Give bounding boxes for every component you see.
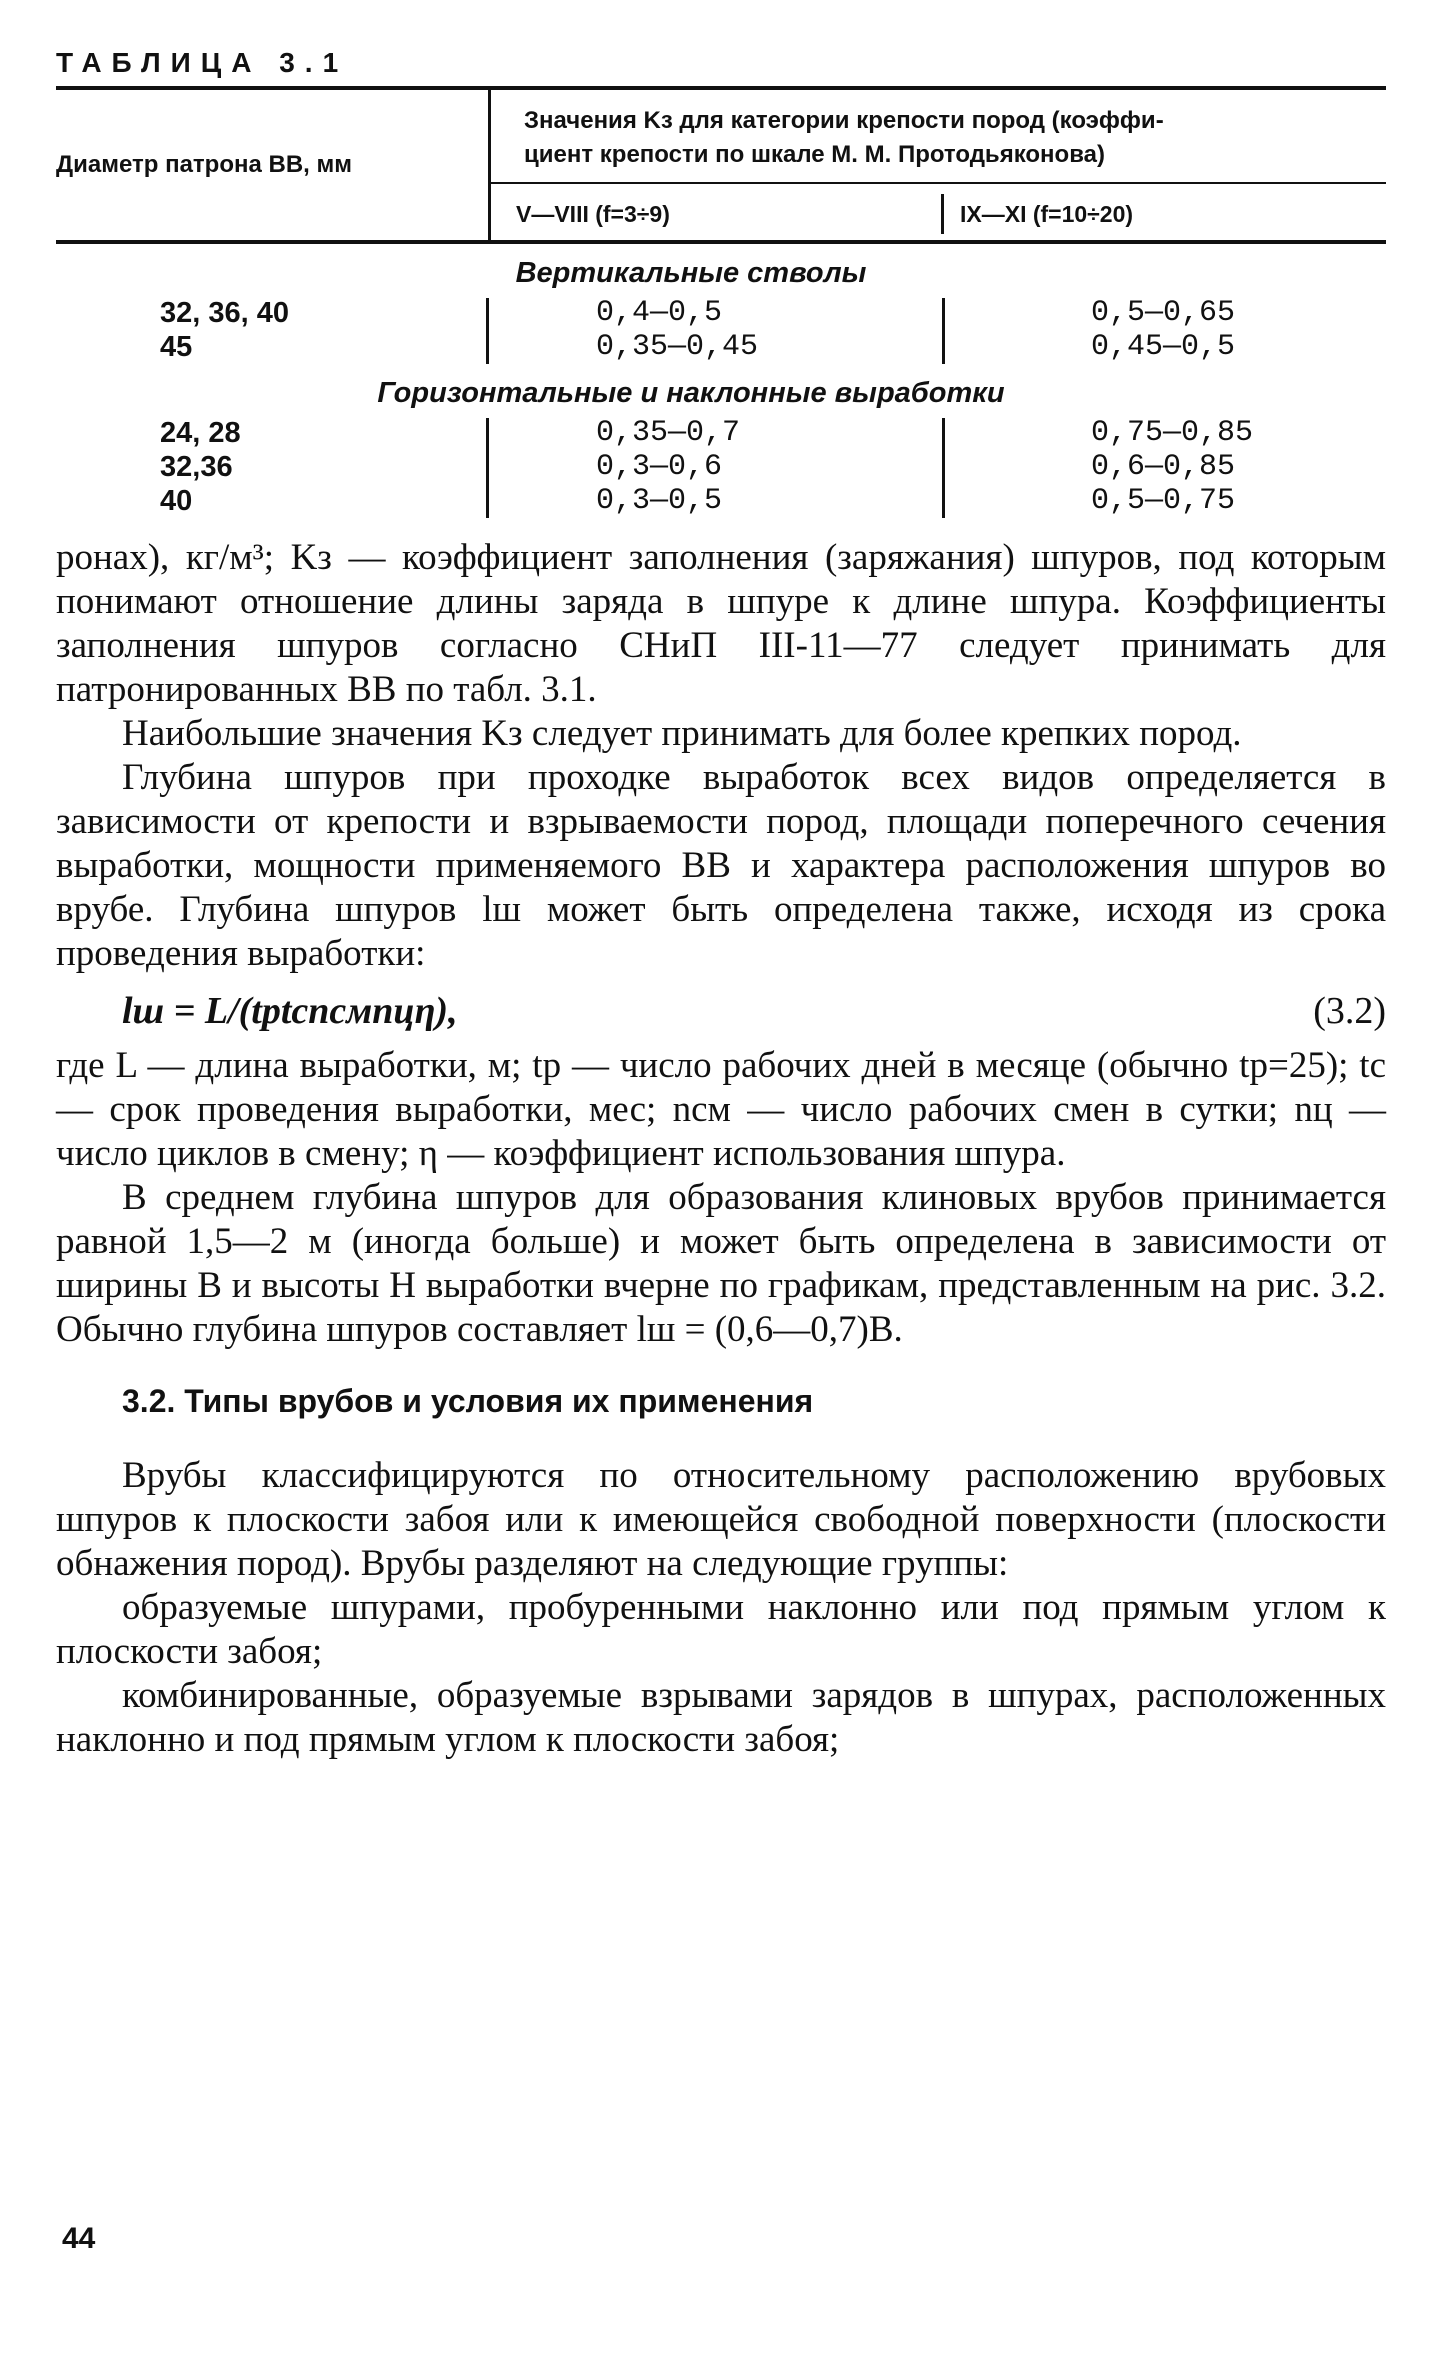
cell-value-1: 0,35—0,7: [596, 416, 741, 450]
group-header-line-1: Значения Kз для категории крепости пород (коэффи-: [524, 107, 1164, 134]
cell-diameter: 32,36: [160, 451, 233, 483]
table-row: [56, 484, 1386, 518]
cell-value-2: 0,5—0,75: [1091, 484, 1236, 518]
cell-value-1: 0,4—0,5: [596, 296, 723, 330]
page-number: 44: [62, 2222, 96, 2255]
table-caption: ТАБЛИЦА 3.1: [56, 47, 349, 78]
table-header-bottom-rule: [56, 240, 1386, 244]
table-header: [56, 90, 1386, 240]
paragraph: где L — длина выработки, м; tр — число рабочих дней в месяце (обычно tр=25); tс — срок проведения выработки, мес; nсм — число рабочих смен в сутки; nц — число циклов в смену; η — коэффициент использования шпура.: [56, 1045, 1386, 1174]
table-row: [56, 416, 1386, 450]
cell-value-2: 0,6—0,85: [1091, 450, 1236, 484]
cell-value-1: 0,3—0,6: [596, 450, 723, 484]
formula-expression: lш = L/(tрtсnсмnцη),: [122, 990, 458, 1032]
cell-value-1: 0,3—0,5: [596, 484, 723, 518]
cell-value-2: 0,75—0,85: [1091, 416, 1254, 450]
table-row: [56, 296, 1386, 330]
body-text: [56, 536, 1386, 1762]
group-header-rule: [491, 182, 1386, 184]
diameter-column-header: Диаметр патрона ВВ, мм: [56, 90, 491, 240]
table-row: [56, 330, 1386, 364]
cell-diameter: 24, 28: [160, 417, 241, 449]
cell-diameter: 40: [160, 485, 193, 517]
paragraph: В среднем глубина шпуров для образования клиновых врубов принимается равной 1,5—2 м (иногда больше) и может быть определена в зависимости от ширины B и высоты H выработки вчерне по графикам, представленным на рис. 3.2. Обычно глубина шпуров составляет lш = (0,6—0,7)B.: [56, 1177, 1386, 1350]
cell-diameter: 32, 36, 40: [160, 297, 289, 329]
cell-value-1: 0,35—0,45: [596, 330, 759, 364]
section-heading: 3.2. Типы врубов и условия их применения: [122, 1383, 814, 1419]
table-row: [56, 450, 1386, 484]
section-title-vertical-shafts: Вертикальные стволы: [515, 257, 867, 289]
cell-value-2: 0,5—0,65: [1091, 296, 1236, 330]
group-header: [524, 104, 1384, 172]
document-page: [56, 40, 1386, 1762]
cell-diameter: 45: [160, 331, 193, 363]
section-rows-vertical: [56, 296, 1386, 364]
paragraph: ронах), кг/м³; Kз — коэффициент заполнения (заряжания) шпуров, под которым понимают отношение длины заряда в шпуре к длине шпура. Коэффициенты заполнения шпуров согласно СНиП III-11—77 следует принимать для патронированных ВВ по табл. 3.1.: [56, 537, 1386, 710]
formula-3-2: [56, 980, 1386, 1042]
subheader-category-1: V—VIII (f=3÷9): [516, 201, 670, 227]
subheader-category-2: IX—XI (f=10÷20): [941, 194, 1133, 234]
list-item: комбинированные, образуемые взрывами зарядов в шпурах, расположенных наклонно и под прямым углом к плоскости забоя;: [56, 1675, 1386, 1760]
paragraph: Глубина шпуров при проходке выработок всех видов определяется в зависимости от крепости и взрываемости пород, площади поперечного сечения выработки, мощности применяемого ВВ и характера расположения шпуров во врубе. Глубина шпуров lш может быть определена также, исходя из срока проведения выработки:: [56, 757, 1386, 974]
paragraph: Врубы классифицируются по относительному расположению врубовых шпуров к плоскости забоя или к имеющейся свободной поверхности (плоскости обнажения пород). Врубы разделяют на следующие группы:: [56, 1455, 1386, 1584]
cell-value-2: 0,45—0,5: [1091, 330, 1236, 364]
group-header-line-2: циент крепости по шкале М. М. Протодьяконова): [524, 141, 1105, 168]
paragraph: Наибольшие значения Kз следует принимать для более крепких пород.: [122, 713, 1242, 754]
list-item: образуемые шпурами, пробуренными наклонно или под прямым углом к плоскости забоя;: [56, 1587, 1386, 1672]
section-rows-horizontal: [56, 416, 1386, 518]
section-title-horizontal-workings: Горизонтальные и наклонные выработки: [377, 377, 1005, 409]
formula-number: (3.2): [1313, 990, 1386, 1032]
